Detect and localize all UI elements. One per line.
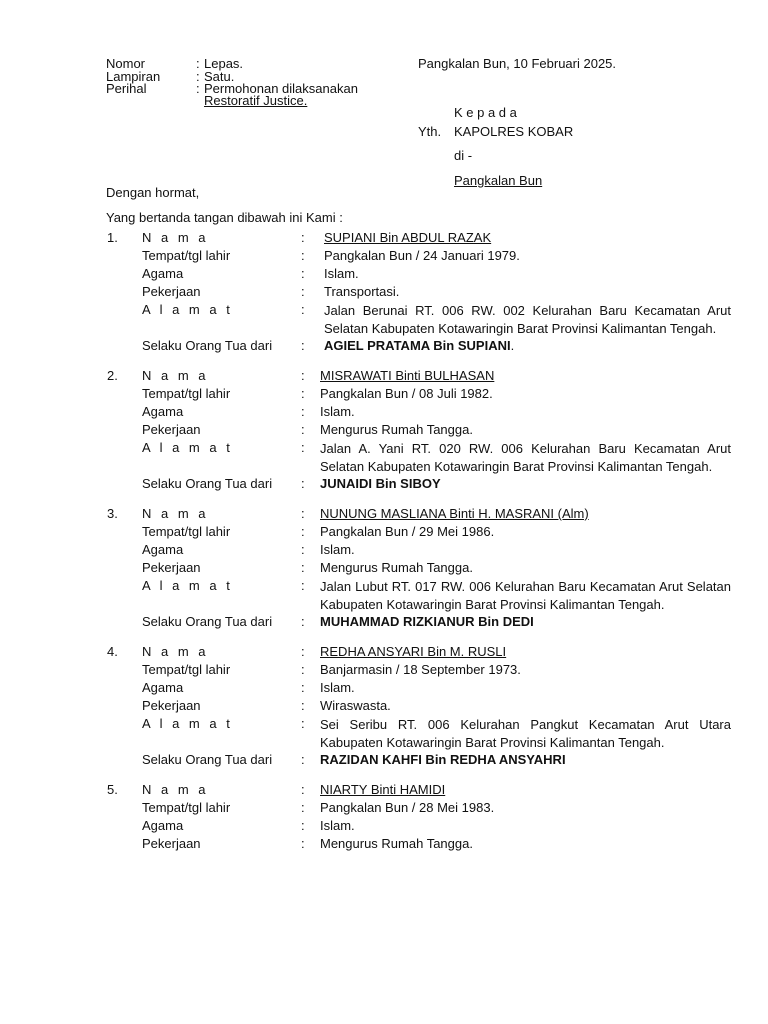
colon: : <box>301 266 305 281</box>
row-nama <box>0 782 768 800</box>
colon: : <box>301 680 305 695</box>
alamat-value: Jalan A. Yani RT. 020 RW. 006 Kelurahan Baru Kecamatan Arut Selatan Kabupaten Kotawaringin Barat Provinsi Kalimantan Tengah. <box>320 441 731 474</box>
row-nama <box>0 644 768 662</box>
pekerjaan-value: Mengurus Rumah Tangga. <box>320 560 473 575</box>
row-alamat <box>0 440 768 476</box>
nama-value: NUNUNG MASLIANA Binti H. MASRANI (Alm) <box>320 506 589 521</box>
colon: : <box>301 644 305 659</box>
entry-number: 1. <box>107 230 118 245</box>
pekerjaan-value: Wiraswasta. <box>320 698 391 713</box>
colon: : <box>301 524 305 539</box>
alamat-label: A l a m a t <box>142 302 233 317</box>
perihal-label: Perihal <box>106 81 147 96</box>
alamat-value: Sei Seribu RT. 006 Kelurahan Pangkut Kecamatan Arut Utara Kabupaten Kotawaringin Barat Provinsi Kalimantan Tengah. <box>320 717 731 750</box>
row-ttl <box>0 662 768 680</box>
colon: : <box>301 560 305 575</box>
yth-label: Yth. <box>418 124 442 139</box>
nama-label: N a m a <box>142 368 209 383</box>
person-entry <box>0 506 768 632</box>
nama-label: N a m a <box>142 644 209 659</box>
colon: : <box>301 662 305 677</box>
pekerjaan-label: Pekerjaan <box>142 284 201 299</box>
colon: : <box>301 248 305 263</box>
colon: : <box>301 614 305 629</box>
recipient-city: Pangkalan Bun <box>454 173 543 188</box>
person-entry <box>0 644 768 770</box>
nomor-value: Lepas. <box>204 56 244 71</box>
colon: : <box>301 506 305 521</box>
alamat-label: A l a m a t <box>142 716 233 731</box>
ttl-value: Banjarmasin / 18 September 1973. <box>320 662 521 677</box>
row-ttl <box>0 248 768 266</box>
row-nama <box>0 230 768 248</box>
agama-label: Agama <box>142 266 184 281</box>
colon: : <box>301 578 305 593</box>
colon: : <box>301 284 305 299</box>
row-nama <box>0 368 768 386</box>
alamat-value: Jalan Berunai RT. 006 RW. 002 Kelurahan Baru Kecamatan Arut Selatan Kabupaten Kotawaringin Barat Provinsi Kalimantan Tengah. <box>324 303 731 336</box>
ttl-value: Pangkalan Bun / 29 Mei 1986. <box>320 524 495 539</box>
colon: : <box>301 440 305 455</box>
colon: : <box>301 716 305 731</box>
ttl-value: Pangkalan Bun / 24 Januari 1979. <box>324 248 520 263</box>
selaku-label: Selaku Orang Tua dari <box>142 338 273 353</box>
agama-value: Islam. <box>324 266 359 281</box>
row-selaku <box>0 614 768 632</box>
nama-label: N a m a <box>142 506 209 521</box>
pekerjaan-value: Transportasi. <box>324 284 400 299</box>
nama-value: MISRAWATI Binti BULHASAN <box>320 368 495 383</box>
selaku-value: RAZIDAN KAHFI Bin REDHA ANSYAHRI <box>320 752 566 767</box>
row-ttl <box>0 386 768 404</box>
row-pekerjaan <box>0 836 768 854</box>
agama-label: Agama <box>142 404 184 419</box>
place-date: Pangkalan Bun, 10 Februari 2025. <box>418 56 617 71</box>
row-pekerjaan <box>0 284 768 302</box>
entry-number: 2. <box>107 368 118 383</box>
ttl-value: Pangkalan Bun / 28 Mei 1983. <box>320 800 495 815</box>
ttl-label: Tempat/tgl lahir <box>142 524 231 539</box>
colon: : <box>301 818 305 833</box>
row-agama <box>0 680 768 698</box>
colon: : <box>301 302 305 317</box>
entry-number: 4. <box>107 644 118 659</box>
nama-value: SUPIANI Bin ABDUL RAZAK <box>324 230 492 245</box>
row-selaku <box>0 752 768 770</box>
colon: : <box>301 476 305 491</box>
perihal-value-2: Restoratif Justice. <box>204 93 308 108</box>
pekerjaan-label: Pekerjaan <box>142 836 201 851</box>
ttl-value: Pangkalan Bun / 08 Juli 1982. <box>320 386 493 401</box>
colon: : <box>301 386 305 401</box>
row-alamat <box>0 578 768 614</box>
row-selaku <box>0 338 768 356</box>
agama-value: Islam. <box>320 542 355 557</box>
agama-label: Agama <box>142 818 184 833</box>
colon: : <box>301 368 305 383</box>
row-nama <box>0 506 768 524</box>
row-pekerjaan <box>0 422 768 440</box>
selaku-value: JUNAIDI Bin SIBOY <box>320 476 441 491</box>
row-ttl <box>0 800 768 818</box>
alamat-value: Jalan Lubut RT. 017 RW. 006 Kelurahan Baru Kecamatan Arut Selatan Kabupaten Kotawaringin Barat Provinsi Kalimantan Tengah. <box>320 579 731 612</box>
ttl-label: Tempat/tgl lahir <box>142 248 231 263</box>
row-ttl <box>0 524 768 542</box>
selaku-value: MUHAMMAD RIZKIANUR Bin DEDI <box>320 614 534 629</box>
selaku-label: Selaku Orang Tua dari <box>142 614 273 629</box>
intro-text: Yang bertanda tangan dibawah ini Kami : <box>106 210 343 225</box>
person-entry <box>0 368 768 494</box>
greeting: Dengan hormat, <box>106 185 200 200</box>
nama-label: N a m a <box>142 782 209 797</box>
meta-block <box>0 56 420 106</box>
nomor-label: Nomor <box>106 56 146 71</box>
selaku-suffix: . <box>510 338 515 353</box>
nama-label: N a m a <box>142 230 209 245</box>
row-agama <box>0 266 768 284</box>
colon: : <box>301 836 305 851</box>
colon: : <box>301 404 305 419</box>
row-agama <box>0 542 768 560</box>
perihal-value: Permohonan dilaksanakan <box>204 81 358 96</box>
agama-value: Islam. <box>320 818 355 833</box>
pekerjaan-value: Mengurus Rumah Tangga. <box>320 422 473 437</box>
row-alamat <box>0 716 768 752</box>
lampiran-label: Lampiran <box>106 69 161 84</box>
pekerjaan-label: Pekerjaan <box>142 422 201 437</box>
ttl-label: Tempat/tgl lahir <box>142 386 231 401</box>
person-entry <box>0 782 768 854</box>
colon: : <box>301 338 305 353</box>
nomor-colon: : <box>196 56 200 71</box>
colon: : <box>301 800 305 815</box>
selaku-value: AGIEL PRATAMA Bin SUPIANI <box>324 338 511 353</box>
colon: : <box>301 782 305 797</box>
di-label: di - <box>454 148 473 163</box>
nama-value: REDHA ANSYARI Bin M. RUSLI <box>320 644 507 659</box>
persons-list <box>0 230 768 866</box>
alamat-label: A l a m a t <box>142 440 233 455</box>
row-pekerjaan <box>0 560 768 578</box>
row-agama <box>0 818 768 836</box>
lampiran-colon: : <box>196 69 200 84</box>
colon: : <box>301 422 305 437</box>
colon: : <box>301 230 305 245</box>
colon: : <box>301 752 305 767</box>
alamat-label: A l a m a t <box>142 578 233 593</box>
entry-number: 5. <box>107 782 118 797</box>
colon: : <box>301 698 305 713</box>
agama-label: Agama <box>142 542 184 557</box>
nama-value: NIARTY Binti HAMIDI <box>320 782 446 797</box>
row-agama <box>0 404 768 422</box>
ttl-label: Tempat/tgl lahir <box>142 662 231 677</box>
row-pekerjaan <box>0 698 768 716</box>
pekerjaan-value: Mengurus Rumah Tangga. <box>320 836 473 851</box>
row-selaku <box>0 476 768 494</box>
agama-value: Islam. <box>320 680 355 695</box>
colon: : <box>301 542 305 557</box>
agama-label: Agama <box>142 680 184 695</box>
pekerjaan-label: Pekerjaan <box>142 560 201 575</box>
person-entry <box>0 230 768 356</box>
lampiran-value: Satu. <box>204 69 235 84</box>
kepada-label: K e p a d a <box>454 105 517 120</box>
perihal-colon: : <box>196 81 200 96</box>
pekerjaan-label: Pekerjaan <box>142 698 201 713</box>
selaku-label: Selaku Orang Tua dari <box>142 476 273 491</box>
agama-value: Islam. <box>320 404 355 419</box>
ttl-label: Tempat/tgl lahir <box>142 800 231 815</box>
entry-number: 3. <box>107 506 118 521</box>
row-alamat <box>0 302 768 338</box>
selaku-label: Selaku Orang Tua dari <box>142 752 273 767</box>
recipient-name: KAPOLRES KOBAR <box>454 124 574 139</box>
